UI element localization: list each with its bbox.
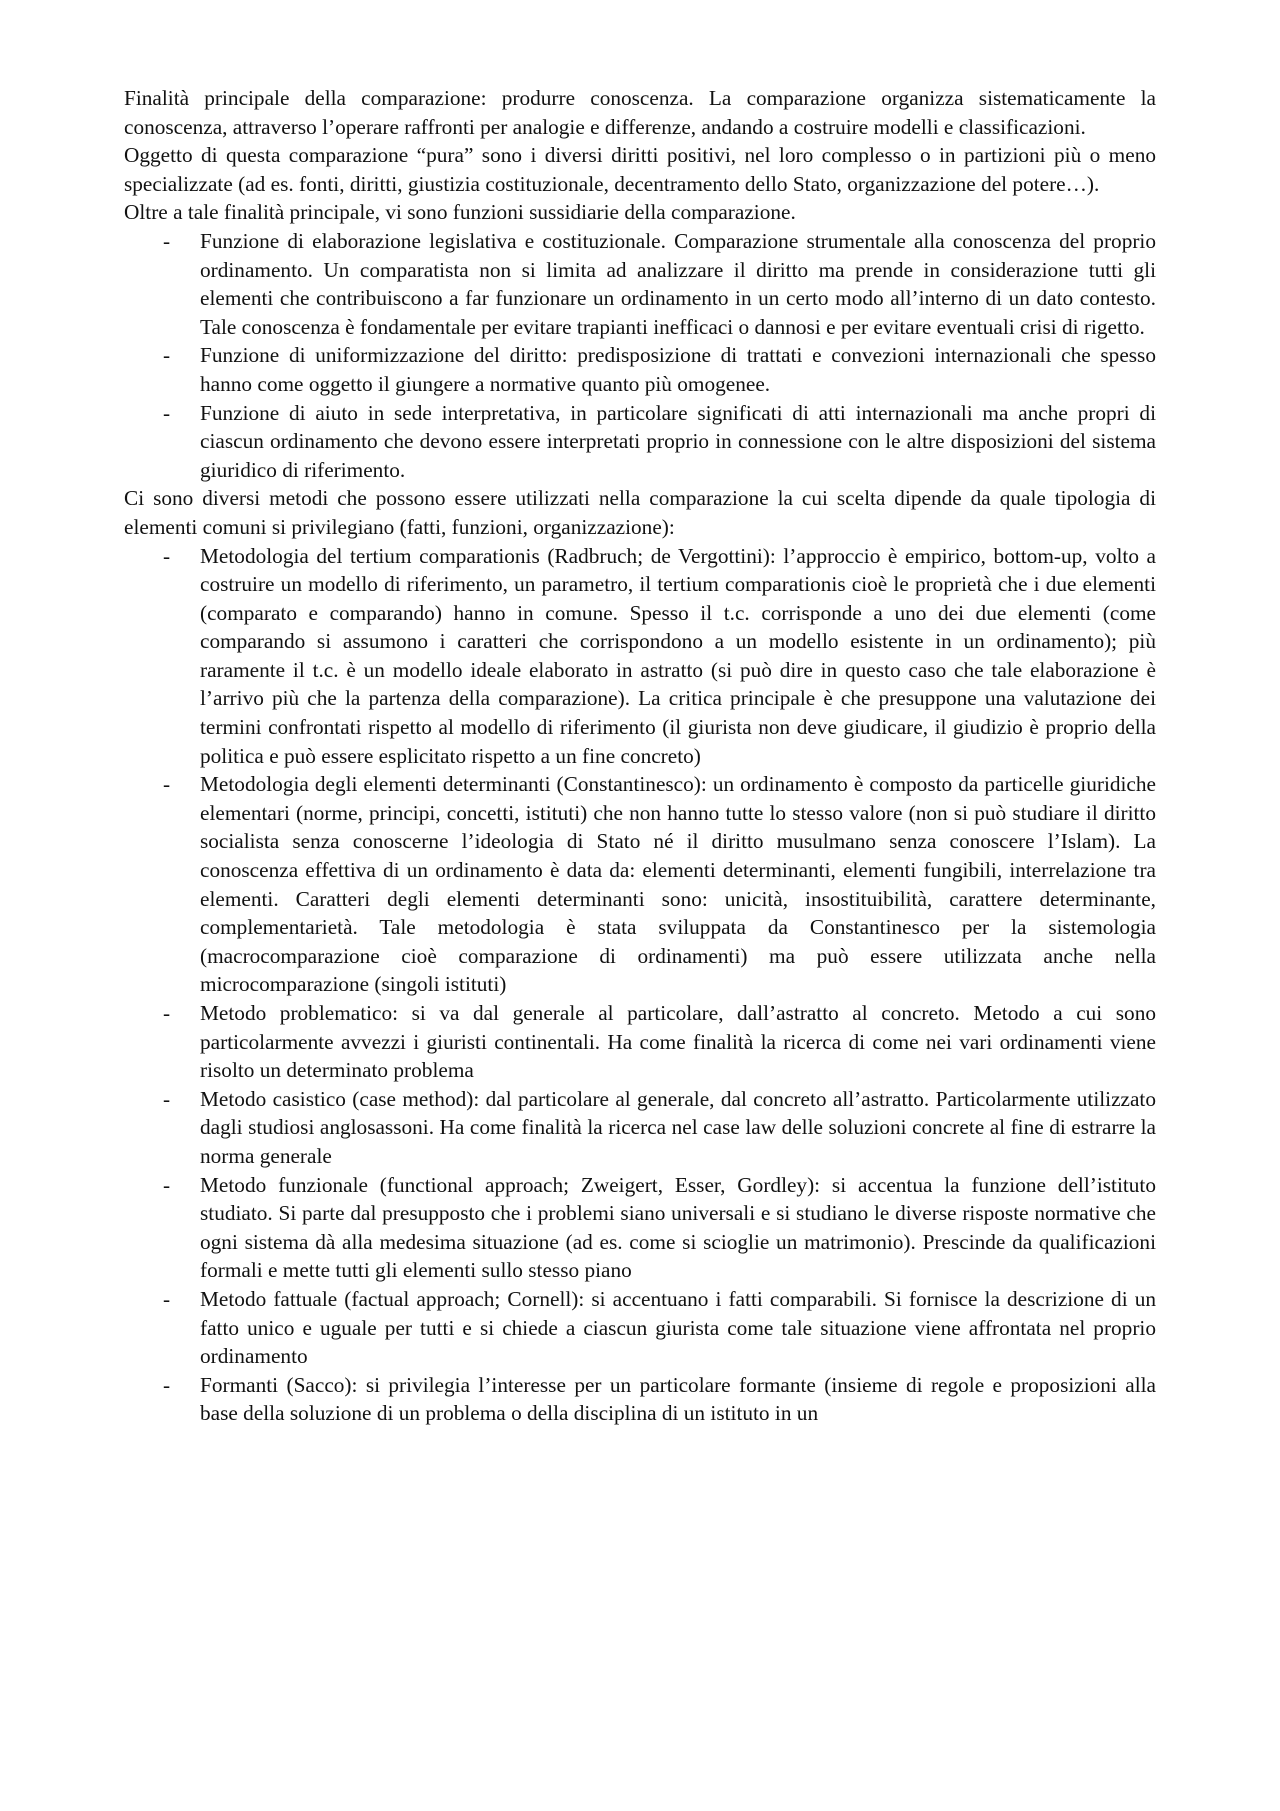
bullet-dash: - bbox=[163, 228, 171, 253]
list-item-text: Funzione di aiuto in sede interpretativa, in particolare significati di atti internazionali ma anche propri di ciascun ordinamento che devono essere interpretati proprio in connessione con le altre disposizioni del sistema giuridico di riferimento. bbox=[200, 400, 1156, 482]
functions-list bbox=[124, 227, 1156, 484]
bullet-dash: - bbox=[163, 1001, 171, 1025]
paragraph-main-purpose: Finalità principale della comparazione: produrre conoscenza. La comparazione organizza sistematicamente la conoscenza, attraverso l’operare raffronti per analogie e differenze, andando a costruire modelli e classificazioni. bbox=[124, 86, 1156, 139]
paragraph-object: Oggetto di questa comparazione “pura” sono i diversi diritti positivi, nel loro complesso o in partizioni più o meno specializzate (ad es. fonti, diritti, giustizia costituzionale, decentramento dello Stato, organizzazione del potere…). bbox=[124, 143, 1156, 196]
paragraph-subsidiary-intro: Oltre a tale finalità principale, vi sono funzioni sussidiarie della comparazione. bbox=[124, 200, 796, 225]
list-item-text: Metodo fattuale (factual approach; Cornell): si accentuano i fatti comparabili. Si fornisce la descrizione di un fatto unico e uguale per tutti e si chiede a ciascun giurista come tale situazione viene affrontata nel proprio ordinamento bbox=[200, 1286, 1156, 1369]
list-item bbox=[124, 770, 1156, 999]
list-item bbox=[124, 1371, 1156, 1428]
methods-list bbox=[124, 542, 1156, 1428]
list-item bbox=[124, 542, 1156, 771]
bullet-dash: - bbox=[163, 1172, 171, 1197]
bullet-dash: - bbox=[163, 1086, 171, 1111]
list-item bbox=[124, 1171, 1156, 1285]
list-item-text: Metodo casistico (case method): dal particolare al generale, dal concreto all’astratto. Particolarmente utilizzato dagli studiosi anglosassoni. Ha come finalità la ricerca nel case law delle soluzioni concrete al fine di estrarre la norma generale bbox=[200, 1086, 1156, 1168]
list-item-text: Formanti (Sacco): si privilegia l’interesse per un particolare formante (insieme di regole e proposizioni alla base della soluzione di un problema o della disciplina di un istituto in un bbox=[200, 1372, 1156, 1426]
bullet-dash: - bbox=[163, 1286, 171, 1311]
list-item-text: Metodologia degli elementi determinanti (Constantinesco): un ordinamento è composto da particelle giuridiche elementari (norme, principi, concetti, istituti) che non hanno tutte lo stesso valore (non si può studiare il diritto socialista senza conoscerne l’ideologia di Stato né il diritto musulmano senza conoscere l’Islam). La conoscenza effettiva di un ordinamento è data da: elementi determinanti, elementi fungibili, interrelazione tra elementi. Caratteri degli elementi determinanti sono: unicità, insostituibilità, carattere determinante, complementarietà. Tale metodologia è stata sviluppata da Constantinesco per la sistemologia (macrocomparazione cioè comparazione di ordinamenti) ma può essere utilizzata anche nella microcomparazione (singoli istituti) bbox=[200, 772, 1156, 997]
list-item bbox=[124, 227, 1156, 341]
list-item-text: Metodologia del tertium comparationis (Radbruch; de Vergottini): l’approccio è empirico, bottom-up, volto a costruire un modello di riferimento, un parametro, il tertium comparationis cioè le proprietà che i due elementi (comparato e comparando) hanno in comune. Spesso il t.c. corrisponde a uno dei due elementi (come comparando si assumono i caratteri che corrispondono a un modello esistente in un ordinamento); più raramente il t.c. è un modello ideale elaborato in astratto (si può dire in questo caso che tale elaborazione è l’arrivo più che la partenza della comparazione). La critica principale è che presuppone una valutazione dei termini confrontati rispetto al modello di riferimento (il giurista non deve giudicare, il giudizio è proprio della politica e può essere esplicitato rispetto a un fine concreto) bbox=[200, 543, 1156, 768]
bullet-dash: - bbox=[163, 772, 171, 797]
list-item bbox=[124, 999, 1156, 1085]
list-item bbox=[124, 1285, 1156, 1371]
list-item-text: Metodo funzionale (functional approach; Zweigert, Esser, Gordley): si accentua la funzione dell’istituto studiato. Si parte dal presupposto che i problemi siano universali e si studiano le diverse risposte normative che ogni sistema dà alla medesima situazione (ad es. come si scioglie un matrimonio). Prescinde da qualificazioni formali e mette tutti gli elementi sullo stesso piano bbox=[200, 1172, 1156, 1283]
list-item-text: Funzione di uniformizzazione del diritto: predisposizione di trattati e convezioni internazionali che spesso hanno come oggetto il giungere a normative quanto più omogenee. bbox=[200, 343, 1156, 396]
bullet-dash: - bbox=[163, 343, 171, 368]
bullet-dash: - bbox=[163, 1372, 171, 1397]
paragraph-methods-intro: Ci sono diversi metodi che possono essere utilizzati nella comparazione la cui scelta dipende da quale tipologia di elementi comuni si privilegiano (fatti, funzioni, organizzazione): bbox=[124, 486, 1156, 539]
list-item-text: Funzione di elaborazione legislativa e costituzionale. Comparazione strumentale alla conoscenza del proprio ordinamento. Un comparatista non si limita ad analizzare il diritto ma prende in considerazione tutti gli elementi che contribuiscono a far funzionare un ordinamento in un certo modo all’interno di un dato contesto. Tale conoscenza è fondamentale per evitare trapianti inefficaci o dannosi e per evitare eventuali crisi di rigetto. bbox=[200, 228, 1156, 339]
bullet-dash: - bbox=[163, 543, 171, 568]
list-item bbox=[124, 399, 1156, 485]
list-item bbox=[124, 1085, 1156, 1171]
list-item-text: Metodo problematico: si va dal generale al particolare, dall’astratto al concreto. Metodo a cui sono particolarmente avvezzi i giuristi continentali. Ha come finalità la ricerca di come nei vari ordinamenti viene risolto un determinato problema bbox=[200, 1001, 1156, 1083]
list-item bbox=[124, 341, 1156, 398]
bullet-dash: - bbox=[163, 400, 171, 425]
